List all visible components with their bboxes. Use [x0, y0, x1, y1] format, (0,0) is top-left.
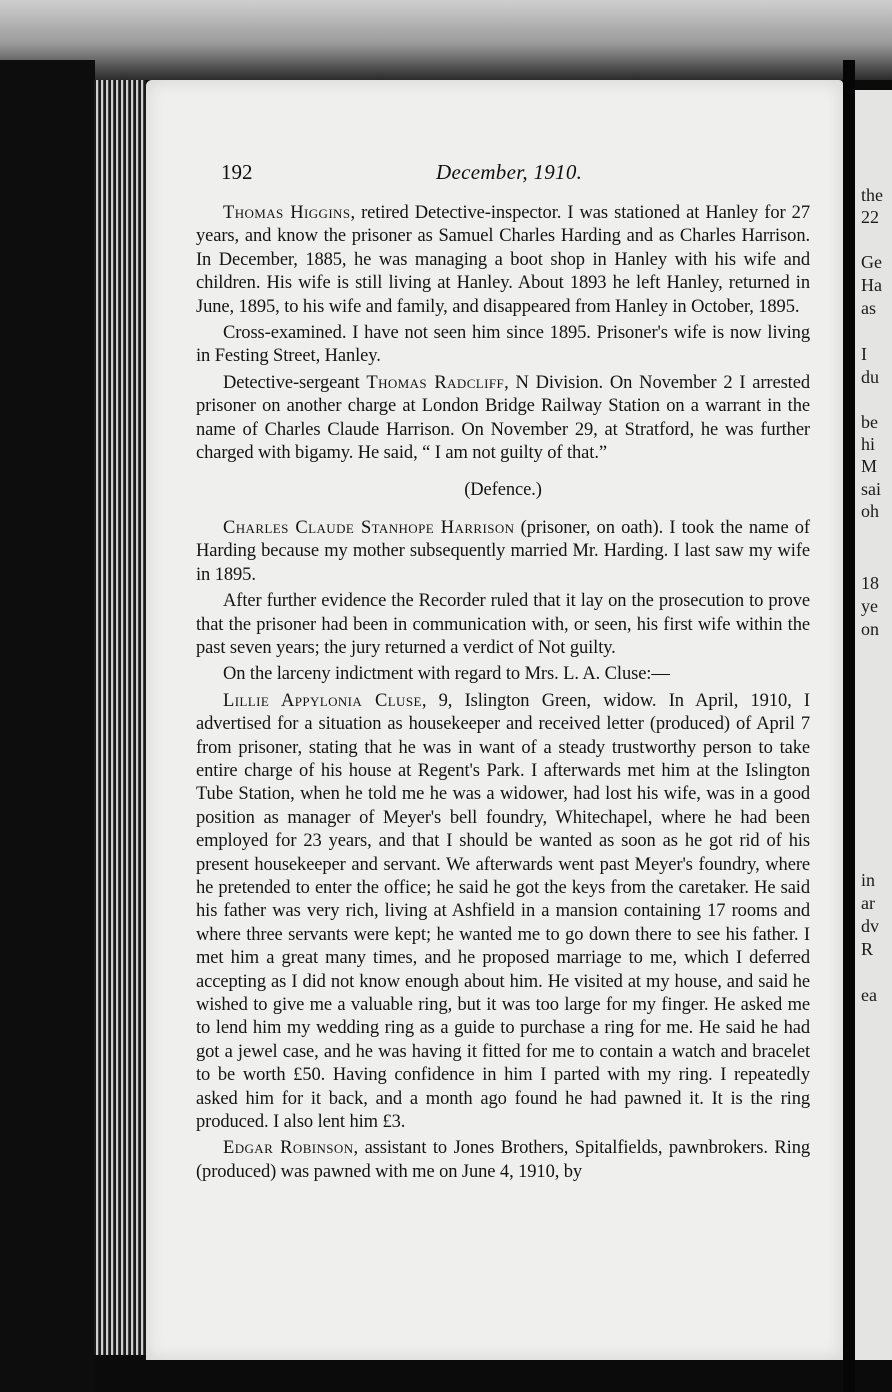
stacked-page-edges	[94, 80, 146, 1355]
paragraph: Charles Claude Stanhope Harrison (prisoner, on oath). I took the name of Harding because my mother subsequently married Mr. Harding. I last saw my wife in 1895.	[196, 517, 810, 585]
page-header	[221, 160, 811, 190]
page-number: 192	[221, 160, 253, 184]
paragraph: Lillie Appylonia Cluse, 9, Islington Green, widow. In April, 1910, I advertised for a situation as housekeeper and received letter (produced) of April 7 from prisoner, stating that he was in want of a steady trustworthy person to take entire charge of his house at Regent's Park. I afterwards met him at the Islington Tube Station, when he told me he was a widower, had lost his wife, was in a good position as manager of Meyer's bell foundry, Whitechapel, where he had been employed for 23 years, and that I should be wanted as soon as he got rid of his present housekeeper and servant. We afterwards went past Meyer's foundry, where he pretended to enter the office; he said he got the keys from the caretaker. He said his father was very rich, living at Ashfield in a mansion containing 17 rooms and where three servants were kept; he wanted me to go down there to see his father. I met him a great many times, and he proposed marriage to me, which I deferred accepting as I did not know enough about him. He visited at my house, and said he wished to give me a valuable ring, but it was too large for my finger. He asked me to lend him my wedding ring as a guide to purchase a ring for me. He said he had got a jewel case, and he was having it fitted for me to contain a watch and bracelet to be worth £50. Having confidence in him I parted with my ring. I repeatedly asked him for it back, and a month ago found he had pawned it. It is the ring produced. I also lent him £3.	[196, 690, 810, 1133]
paragraph: Thomas Higgins, retired Detective-inspector. I was stationed at Hanley for 27 years, and know the prisoner as Samuel Charles Harding and as Charles Harrison. In December, 1885, he was managing a boot shop in Hanley with his wife and children. His wife is still living at Hanley. About 1893 he left Hanley, returned in June, 1895, to his wife and family, and disappeared from Hanley in October, 1895.	[196, 203, 810, 317]
paragraph: On the larceny indictment with regard to Mrs. L. A. Cluse:—	[223, 664, 670, 685]
paragraph: Cross-examined. I have not seen him since 1895. Prisoner's wife is now living in Festing Street, Hanley.	[196, 323, 810, 367]
witness-name: Edgar Robinson	[223, 1138, 354, 1159]
paragraph: Detective-sergeant Thomas Radcliff, N Division. On November 2 I arrested prisoner on another charge at London Bridge Railway Station on a warrant in the name of Charles Claude Harrison. On November 29, at Stratford, he was further charged with bigamy. He said, “ I am not guilty of that.”	[196, 372, 810, 464]
facing-page-fragment: ea	[861, 985, 877, 1005]
facing-page-fragment: ye	[861, 596, 878, 616]
right-gutter-shadow	[843, 60, 855, 1392]
page-body	[196, 202, 810, 1187]
facing-page-fragment: 22	[861, 207, 879, 227]
witness-name: Thomas Higgins	[223, 203, 351, 223]
facing-page-fragment: M	[861, 456, 878, 476]
facing-page-fragment: dv	[861, 916, 879, 936]
paragraph: Edgar Robinson, assistant to Jones Brothers, Spitalfields, pawnbrokers. Ring (produced) was pawned with me on June 4, 1910, by	[196, 1138, 810, 1182]
facing-page-fragment: I	[861, 344, 867, 364]
facing-page-fragment: R	[861, 939, 874, 959]
running-head: December, 1910.	[436, 160, 583, 184]
facing-page-fragment: oh	[861, 501, 879, 521]
facing-page-fragment: 18	[861, 573, 879, 593]
facing-page-fragment: be	[861, 412, 878, 432]
facing-page-fragment: du	[861, 367, 879, 387]
left-binding-shadow	[0, 60, 95, 1392]
section-heading: (Defence.)	[464, 480, 542, 501]
witness-name: Lillie Appylonia Cluse	[223, 690, 422, 711]
facing-page-fragment: sai	[861, 479, 881, 499]
witness-name: Charles Claude Stanhope Harrison	[223, 517, 515, 538]
facing-page-fragment: as	[861, 298, 876, 318]
facing-page-fragment: on	[861, 619, 879, 639]
witness-name: Thomas Radcliff	[366, 372, 505, 393]
scan-top-shadow	[0, 0, 892, 80]
facing-page-fragment: in	[861, 870, 876, 890]
facing-page-edge	[855, 90, 892, 1360]
facing-page-fragment: hi	[861, 434, 876, 454]
facing-page-fragment: ar	[861, 893, 875, 913]
facing-page-fragment: Ha	[861, 275, 882, 295]
facing-page-fragment: Ge	[861, 252, 882, 272]
paragraph: After further evidence the Recorder ruled that it lay on the prosecution to prove that the prisoner had been in communication with, or seen, his first wife within the past seven years; the jury returned a verdict of Not guilty.	[196, 591, 810, 658]
facing-page-fragment: the	[861, 185, 883, 205]
